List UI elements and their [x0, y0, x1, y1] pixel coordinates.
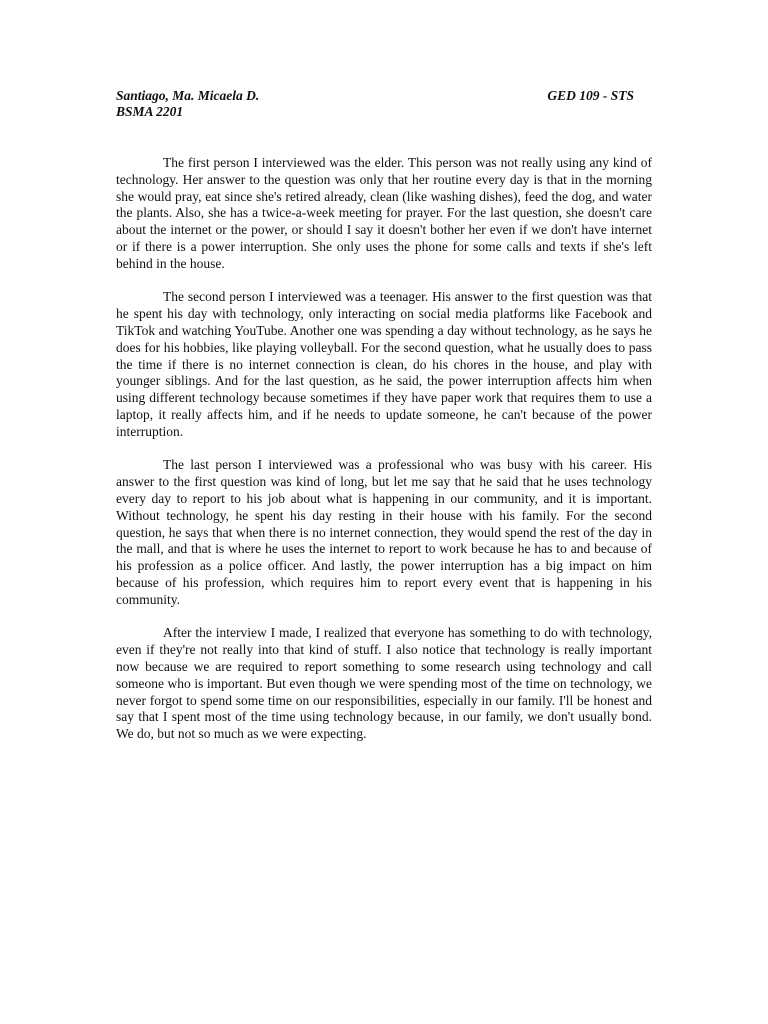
course-code: GED 109 - STS [547, 88, 634, 103]
document-body [116, 155, 652, 760]
paragraph-professional: The last person I interviewed was a professional who was busy with his career. His answer to the first question was kind of long, but let me say that he said that he uses technology every day to report to his job about what is happening in our community, and it is important. Without technology, he spent his day resting in their house with his family. For the second question, he says that when there is no internet connection, they would spend the rest of the day in the mall, and that is where he uses the internet to report to work because he has to and because of his profession as a police officer. And lastly, the power interruption has a big impact on him because of his profession, which requires him to report every event that is happening in his community. [116, 457, 652, 607]
author-name: Santiago, Ma. Micaela D. [116, 88, 260, 103]
header-row [116, 88, 652, 104]
document-header [116, 88, 652, 120]
paragraph-elder: The first person I interviewed was the elder. This person was not really using any kind of technology. Her answer to the question was only that her routine every day is that in the morning she would pray, eat since she's retired already, clean (like washing dishes), feed the dog, and water the plants. Also, she has a twice-a-week meeting for prayer. For the last question, she doesn't care about the internet or the power, or should I say it doesn't bother her even if we don't have internet or if there is a power interruption. She only uses the phone for some calls and texts if she's left behind in the house. [116, 155, 652, 271]
section-code: BSMA 2201 [116, 104, 184, 119]
paragraph-teenager: The second person I interviewed was a teenager. His answer to the first question was that he spent his day with technology, only interacting on social media platforms like Facebook and TikTok and watching YouTube. Another one was spending a day without technology, as he says he does for his hobbies, like playing volleyball. For the second question, what he usually does to pass the time if there is no internet connection is clean, do his chores in the house, and play with younger siblings. And for the last question, as he said, the power interruption affects him when using different technology because sometimes if they have paper work that requires them to use a laptop, it really affects him, and if he needs to update someone, he can't because of the power interruption. [116, 289, 652, 439]
paragraph-conclusion: After the interview I made, I realized that everyone has something to do with technology, even if they're not really into that kind of stuff. I also notice that technology is really important now because we are required to report something to some research using technology and call someone who is important. But even though we were spending most of the time on technology, we never forgot to spend some time on our responsibilities, especially in our family. I'll be honest and say that I spent most of the time using technology because, in our family, we don't usually bond. We do, but not so much as we were expecting. [116, 625, 652, 742]
